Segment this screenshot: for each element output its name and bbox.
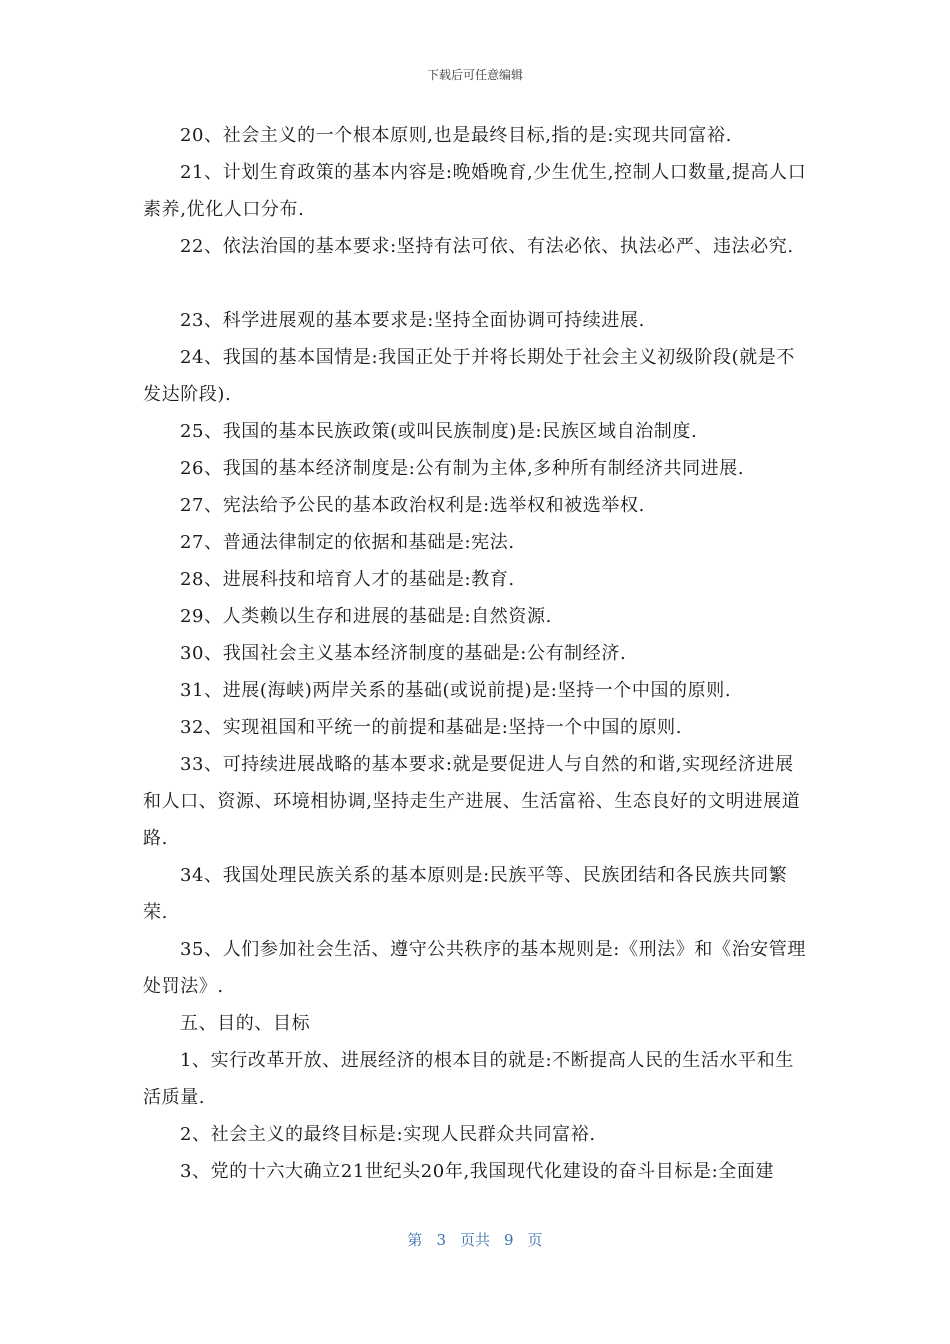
footer-total-pages: 9 — [504, 1231, 514, 1249]
paragraph-33: 33、可持续进展战略的基本要求:就是要促进人与自然的和谐,实现经济进展和人口、资源、环境相协调,坚持走生产进展、生活富裕、生态良好的文明进展道路. — [143, 754, 801, 849]
paragraph-29: 29、人类赖以生存和进展的基础是:自然资源. — [180, 606, 552, 627]
paragraph-28: 28、进展科技和培育人才的基础是:教育. — [180, 569, 515, 590]
paragraph-goal-1: 1、实行改革开放、进展经济的根本目的就是:不断提高人民的生活水平和生活质量. — [143, 1050, 794, 1108]
paragraph-34: 34、我国处理民族关系的基本原则是:民族平等、民族团结和各民族共同繁荣. — [143, 865, 788, 923]
paragraph-27a: 27、宪法给予公民的基本政治权利是:选举权和被选举权. — [180, 495, 645, 516]
paragraph-30: 30、我国社会主义基本经济制度的基础是:公有制经济. — [180, 643, 627, 664]
section-heading: 五、目的、目标 — [180, 1013, 311, 1034]
paragraph-24: 24、我国的基本国情是:我国正处于并将长期处于社会主义初级阶段(就是不发达阶段). — [143, 347, 795, 405]
page-footer — [0, 1229, 950, 1250]
paragraph-26: 26、我国的基本经济制度是:公有制为主体,多种所有制经济共同进展. — [180, 458, 745, 479]
paragraph-20: 20、社会主义的一个根本原则,也是最终目标,指的是:实现共同富裕. — [180, 125, 732, 146]
paragraph-22: 22、依法治国的基本要求:坚持有法可依、有法必依、执法必严、违法必究. — [180, 236, 794, 257]
paragraph-25: 25、我国的基本民族政策(或叫民族制度)是:民族区域自治制度. — [180, 421, 698, 442]
paragraph-35: 35、人们参加社会生活、遵守公共秩序的基本规则是:《刑法》和《治安管理处罚法》. — [143, 939, 806, 997]
paragraph-goal-3: 3、党的十六大确立21世纪头20年,我国现代化建设的奋斗目标是:全面建 — [180, 1161, 775, 1182]
paragraph-goal-2: 2、社会主义的最终目标是:实现人民群众共同富裕. — [180, 1124, 596, 1145]
footer-word-page-end: 页 — [527, 1231, 543, 1249]
paragraph-21: 21、计划生育政策的基本内容是:晚婚晚育,少生优生,控制人口数量,提高人口素养,优化人口分布. — [143, 162, 807, 220]
document-body — [143, 117, 811, 1190]
paragraph-31: 31、进展(海峡)两岸关系的基础(或说前提)是:坚持一个中国的原则. — [180, 680, 732, 701]
footer-current-page: 3 — [436, 1231, 446, 1249]
footer-word-page: 第 — [407, 1231, 423, 1249]
paragraph-32: 32、实现祖国和平统一的前提和基础是:坚持一个中国的原则. — [180, 717, 683, 738]
footer-word-of: 页共 — [459, 1231, 490, 1249]
page-header: 下载后可任意编辑 — [426, 68, 523, 82]
paragraph-27b: 27、普通法律制定的依据和基础是:宪法. — [180, 532, 515, 553]
paragraph-23: 23、科学进展观的基本要求是:坚持全面协调可持续进展. — [180, 310, 645, 331]
